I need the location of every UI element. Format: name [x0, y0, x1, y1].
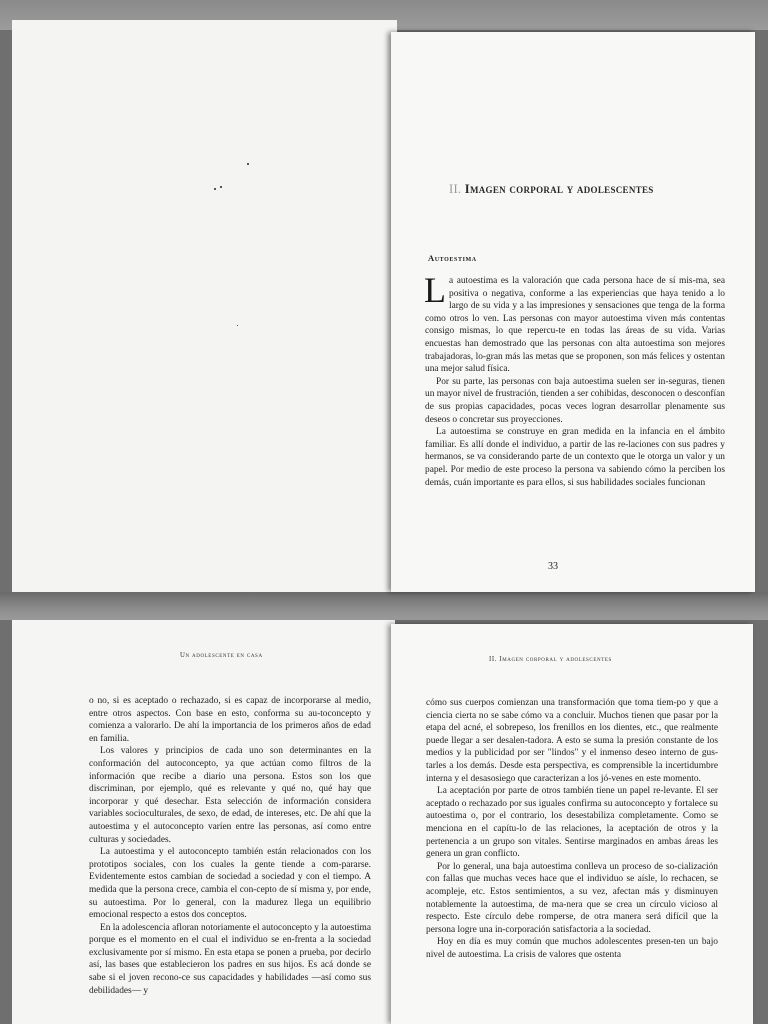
scan-middle-gap	[0, 592, 768, 620]
running-head: Un adolescente en casa	[180, 652, 263, 659]
paragraph: Hoy en día es muy común que muchos adolescentes presen-ten un bajo nivel de autoestima. La crisis de valores que ostenta	[426, 937, 718, 960]
scan-speck	[237, 325, 238, 326]
paragraph: Por su parte, las personas con baja autoestima suelen ser in-seguras, tienen un mayor nivel de frustración, tienden a ser cohibidas, desconocen o desconfían de sus propias capacidades, pocas veces logran desarrollar plenamente sus deseos o concretar sus proyecciones.	[425, 376, 725, 425]
paragraph: Por lo general, una baja autoestima conlleva un proceso de so-cialización con fallas que muchas veces hace que el individuo se aísle, lo rechacen, se acompleje, etc. Estos sentimientos, a su vez, afectan más y disminuyen notablemente la autoestima, de ma-nera que se crea un círculo vicioso al respecto. Este círculo debe romperse, de otra manera será difícil que la persona logre una in-corporación satisfactoria a la sociedad.	[426, 861, 718, 935]
paragraph: La aceptación por parte de otros también tiene un papel re-levante. El ser aceptado o rechazado por sus iguales confirma su autoconcepto y fortalece su autoestima o, por el contrario, los desestabiliza completamente. Como se menciona en el capítu-lo de las relaciones, la aceptación de otros y la pertenencia a un grupo son vitales. Sentirse marginados en ambas áreas les genera un gran conflicto.	[426, 786, 718, 860]
drop-cap: L	[424, 270, 446, 310]
scan-speck	[214, 188, 216, 190]
body-text	[426, 697, 718, 961]
section-heading: Autoestima	[428, 253, 477, 263]
page-left-bottom	[12, 620, 395, 1024]
chapter-title	[449, 182, 749, 197]
paragraph: cómo sus cuerpos comienzan una transformación que toma tiem-po y que a ciencia cierta no se sabe cómo va a concluir. Muchos tienen que pasar por la etapa del acné, el sobrepeso, los frenillos en los dientes, etc., que realmente puede llegar a ser desalen-tadora. A esto se suma la presión constante de los medios y la publicidad por ser "lindos" y el inmenso deseo interno de gus-tarles a los demás. Desde esta perspectiva, es comprensible la incertidumbre interna y el desasosiego que caracterizan a los jó-venes en este momento.	[426, 698, 718, 784]
scan-speck	[247, 163, 249, 165]
paragraph: En la adolescencia afloran notoriamente el autoconcepto y la autoestima porque es el momento en el cual el individuo se en-frenta a la sociedad exclusivamente por sí mismo. En esta etapa se ponen a prueba, por decirlo así, las bases que establecieron los padres en sus hijos. Es acá donde se sabe si el joven recono-ce sus capacidades y habilidades —así como sus debilidades— y	[89, 922, 371, 996]
blank-page	[12, 20, 397, 592]
paragraph: o no, si es aceptado o rechazado, si es capaz de incorporarse al medio, entre otros aspectos. Con base en esto, conforma su au-toconcepto y comienza a valorarlo. De ahí la importancia de los primeros años de edad en familia.	[89, 696, 371, 744]
page-number: 33	[548, 561, 558, 572]
chapter-number: II.	[449, 182, 462, 196]
scan-speck	[220, 186, 222, 188]
body-text	[424, 270, 725, 489]
page-right-bottom	[391, 624, 753, 1024]
page-33	[391, 32, 755, 592]
running-head: II. Imagen corporal y adolescentes	[489, 656, 612, 663]
body-text	[89, 695, 371, 997]
paragraph: La autoestima y el autoconcepto también están relacionados con los prototipos sociales, con los cuales la gente tiende a com-pararse. Evidentemente estos cambian de sociedad a sociedad y con el tiempo. A medida que la persona crece, cambia el con-cepto de sí misma y, por ende, su autoestima. Por lo general, con la madurez llega un equilibrio emocional respecto a estos dos conceptos.	[89, 847, 371, 921]
paragraph	[424, 270, 725, 376]
paragraph: La autoestima se construye en gran medida en la infancia en el ámbito familiar. Es allí donde el individuo, a partir de las re-laciones con sus padres y hermanos, se va considerando parte de un contexto que le otorga un valor y un papel. Por medio de este proceso la persona va sabiendo cómo la perciben los demás, cuán importante es para ellos, si sus habilidades sociales funcionan	[425, 427, 725, 488]
paragraph: Los valores y principios de cada uno son determinantes en la conformación del autoconcepto, ya que actúan como filtros de la información que recibe a diario una persona. Estos son los que discriminan, por ejemplo, qué es relevante y qué no, qué hay que incorporar y qué desechar. Esta selección de información considera variables socioculturales, de sexo, de edad, de intereses, etc. De ahí que la autoestima y el autoconcepto varíen entre las personas, así como entre culturas y sociedades.	[89, 746, 371, 845]
paragraph-text: a autoestima es la valoración que cada persona hace de sí mis-ma, sea positiva o negativa, conforme a las experiencias que haya tenido a lo largo de su vida y a las impresiones y sensaciones que tenga de la forma como otros lo ven. Las personas con mayor autoestima viven más contentas consigo mismas, lo que repercu-te en todas las áreas de su vida. Varias encuestas han demostrado que las personas con alta autoestima son mejores trabajadoras, lo-gran más las metas que se proponen, son más felices y ostentan una mejor salud física.	[425, 276, 725, 375]
chapter-title-text: Imagen corporal y adolescentes	[464, 182, 654, 196]
